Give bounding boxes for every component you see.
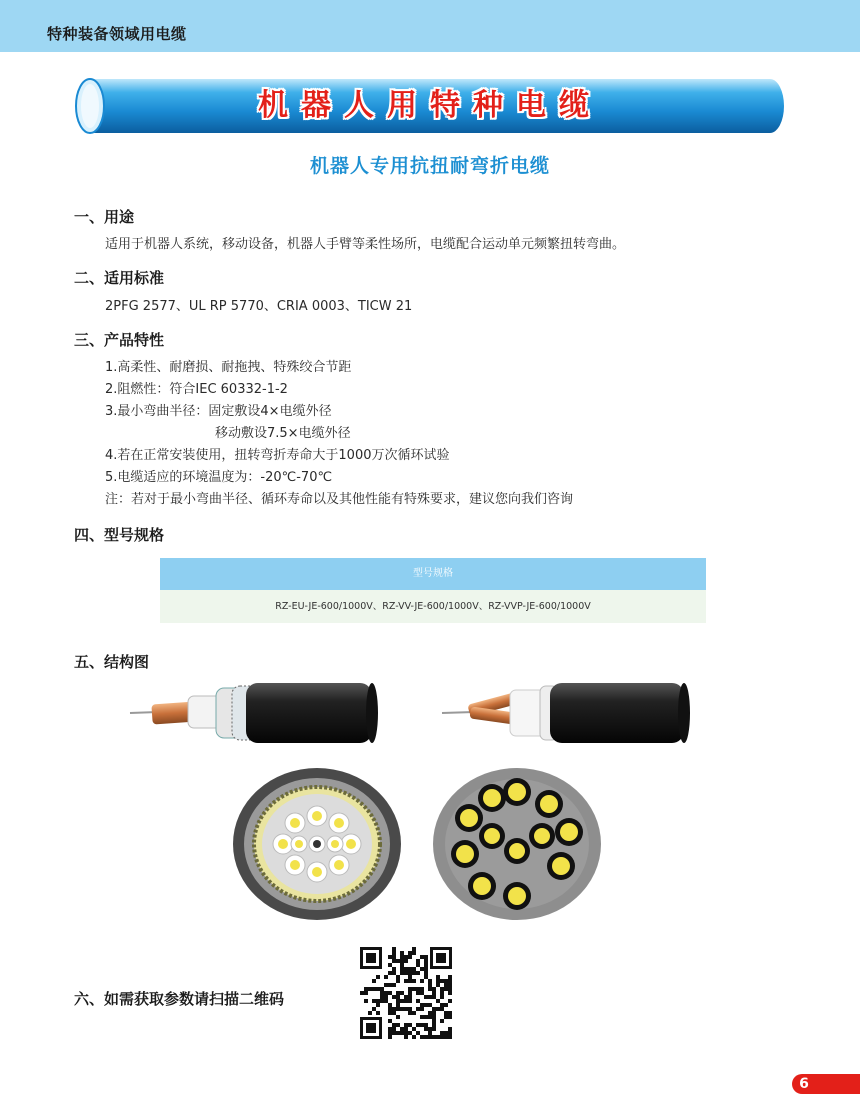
- feature-line: 2.阻燃性：符合IEC 60332-1-2: [105, 382, 288, 397]
- section-features-heading: 三、产品特性: [74, 331, 165, 349]
- top-header-bar: [0, 0, 860, 52]
- shielded-cable-side-illustration: [128, 680, 378, 746]
- section-standards-text: 2PFG 2577、UL RP 5770、CRIA 0003、TICW 21: [105, 299, 413, 314]
- section-structure-heading: 五、结构图: [74, 653, 150, 671]
- model-spec-table: [160, 558, 706, 623]
- table-row: RZ-EU-JE-600/1000V、RZ-VV-JE-600/1000V、RZ-VVP-JE-600/1000V: [160, 590, 706, 623]
- header-category: 特种装备领域用电缆: [47, 25, 187, 43]
- section-qr-heading: 六、如需获取参数请扫描二维码: [74, 990, 285, 1008]
- unshielded-cable-cross-section: [432, 766, 602, 922]
- page-subtitle: 机器人专用抗扭耐弯折电缆: [309, 155, 550, 177]
- feature-line: 3.最小弯曲半径：固定敷设4×电缆外径: [105, 404, 332, 419]
- feature-line: 5.电缆适应的环境温度为：-20℃-70℃: [105, 470, 333, 485]
- unshielded-cable-side-illustration: [440, 680, 690, 746]
- qr-code-image[interactable]: [358, 945, 454, 1041]
- section-standards-heading: 二、适用标准: [74, 269, 165, 287]
- page-number: 6: [799, 1076, 809, 1092]
- banner-title: 机器人用特种电缆: [258, 88, 602, 123]
- feature-line: 4.若在正常安装使用，扭转弯折寿命大于1000万次循环试验: [105, 448, 450, 463]
- feature-line: 移动敷设7.5×电缆外径: [215, 426, 351, 441]
- shielded-cable-cross-section: [231, 766, 403, 922]
- section-usage-heading: 一、用途: [74, 208, 135, 226]
- feature-note: 注：若对于最小弯曲半径、循环寿命以及其他性能有特殊要求，建议您向我们咨询: [105, 492, 574, 507]
- feature-line: 1.高柔性、耐磨损、耐拖拽、特殊绞合节距: [105, 360, 352, 375]
- section-models-heading: 四、型号规格: [74, 526, 165, 544]
- table-header: 型号规格: [160, 558, 706, 590]
- section-usage-text: 适用于机器人系统，移动设备，机器人手臂等柔性场所，电缆配合运动单元频繁扭转弯曲。: [105, 237, 626, 252]
